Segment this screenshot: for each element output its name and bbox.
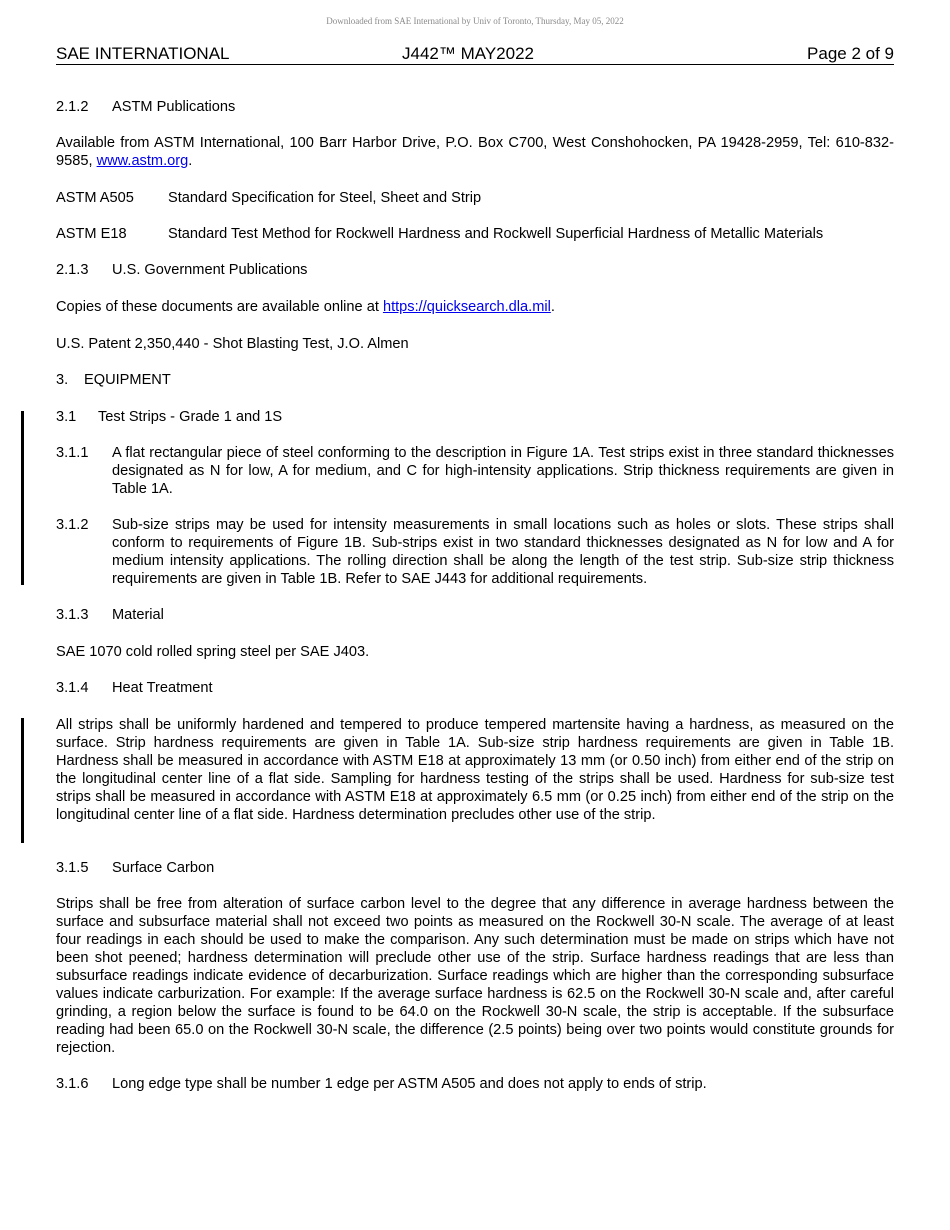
- section-2-1-2-number: 2.1.2: [56, 99, 89, 115]
- section-2-1-3-title: U.S. Government Publications: [112, 262, 308, 278]
- section-3-number: 3.: [56, 372, 69, 388]
- revision-change-bar: [21, 718, 24, 843]
- astm-availability-paragraph: [56, 134, 894, 170]
- section-3-1-number: 3.1: [56, 409, 77, 425]
- section-3-1-5-title: Surface Carbon: [112, 860, 215, 876]
- page-header: [56, 43, 894, 65]
- government-period: .: [550, 299, 555, 315]
- section-3-1-3-title: Material: [112, 607, 164, 623]
- reference-title-e18: Standard Test Method for Rockwell Hardness and Rockwell Superficial Hardness of Metallic Materials: [168, 226, 824, 242]
- section-3-1-5-text: Strips shall be free from alteration of surface carbon level to the degree that any difference in average hardness between the surface and subsurface material shall not exceed two points as measured on the Rockwell 30-N scale. The average of at least four readings in each should be used to make the comparison. Any such determination must be made on strips which have not been shot peened; hardness determination will preclude other use of the strip. Surface hardness readings that are less than subsurface readings indicate evidence of decarburization. Surface readings which are higher than the corresponding subsurface values indicate carburization. For example: If the average surface hardness is 62.5 on the Rockwell 30-N scale and, after careful grinding, a region below the surface is found to be 64.0 on the Rockwell 30-N scale, the strip is acceptable. If the subsurface reading had been 65.0 on the Rockwell 30-N scale, the difference (2.5 points) being over two points would constitute grounds for rejection.: [56, 896, 894, 1056]
- section-3-1-1-number: 3.1.1: [56, 445, 89, 461]
- header-document-id: J442™ MAY2022: [402, 44, 534, 63]
- section-3-1-1-text: A flat rectangular piece of steel conforming to the description in Figure 1A. Test strips exist in three standard thicknesses designated as N for low, A for medium, and C for high-intensity applications. Strip thickness requirements are given in Table 1A.: [112, 445, 894, 497]
- section-3-1-4-number: 3.1.4: [56, 680, 89, 696]
- astm-period: .: [188, 153, 193, 169]
- reference-title-a505: Standard Specification for Steel, Sheet and Strip: [168, 190, 482, 206]
- astm-availability-text: Available from ASTM International, 100 Barr Harbor Drive, P.O. Box C700, West Conshohocken, PA 19428-2959, Tel: 610-832-9585,: [56, 135, 894, 169]
- section-3-1-4-title: Heat Treatment: [112, 680, 213, 696]
- reference-code-e18: ASTM E18: [56, 226, 127, 242]
- astm-website-link[interactable]: www.astm.org: [96, 153, 189, 169]
- section-3-1-2-text: Sub-size strips may be used for intensity measurements in small locations such as holes or slots. These strips shall conform to requirements of Figure 1B. Sub-strips exist in two standard thicknesses designated as N for low and A for medium intensity applications. The rolling direction shall be along the length of the test strip. Sub-size strip thickness requirements are given in Table 1B. Refer to SAE J443 for additional requirements.: [112, 517, 894, 587]
- patent-reference: U.S. Patent 2,350,440 - Shot Blasting Test, J.O. Almen: [56, 336, 409, 352]
- section-2-1-2-title: ASTM Publications: [112, 99, 236, 115]
- section-3-1-4-text: All strips shall be uniformly hardened and tempered to produce tempered martensite having a hardness, as measured on the surface. Strip hardness requirements are given in Table 1A. Sub-size strip hardness requirements are given in Table 1B. Hardness shall be measured in accordance with ASTM E18 at approximately 13 mm (or 0.50 inch) from either end of the strip on the longitudinal center line of a flat side. Sampling for hardness testing of the strips shall be used. Hardness for sub-size test strips shall be measured in accordance with ASTM E18 at approximately 6.5 mm (or 0.25 inch) from either end of the strip on the longitudinal center line of a flat side. Hardness determination precludes other use of the strip.: [56, 717, 894, 823]
- header-page-number: Page 2 of 9: [807, 44, 894, 63]
- section-3-title: EQUIPMENT: [84, 372, 171, 388]
- section-3-1-3-number: 3.1.3: [56, 607, 89, 623]
- reference-code-a505: ASTM A505: [56, 190, 134, 206]
- government-copies-paragraph: [56, 298, 894, 316]
- section-3-1-6-text: Long edge type shall be number 1 edge per ASTM A505 and does not apply to ends of strip.: [112, 1076, 707, 1092]
- section-3-1-5-number: 3.1.5: [56, 860, 89, 876]
- header-organization: SAE INTERNATIONAL: [56, 44, 230, 63]
- revision-change-bar: [21, 411, 24, 585]
- section-3-1-2-number: 3.1.2: [56, 517, 89, 533]
- government-copies-text: Copies of these documents are available online at: [56, 299, 383, 315]
- section-3-1-title: Test Strips - Grade 1 and 1S: [98, 409, 283, 425]
- download-watermark: Downloaded from SAE International by Univ of Toronto, Thursday, May 05, 2022: [326, 16, 624, 26]
- section-3-1-3-text: SAE 1070 cold rolled spring steel per SAE J403.: [56, 644, 370, 660]
- section-2-1-3-number: 2.1.3: [56, 262, 89, 278]
- quicksearch-link[interactable]: https://quicksearch.dla.mil: [382, 299, 551, 315]
- section-3-1-6-number: 3.1.6: [56, 1076, 89, 1092]
